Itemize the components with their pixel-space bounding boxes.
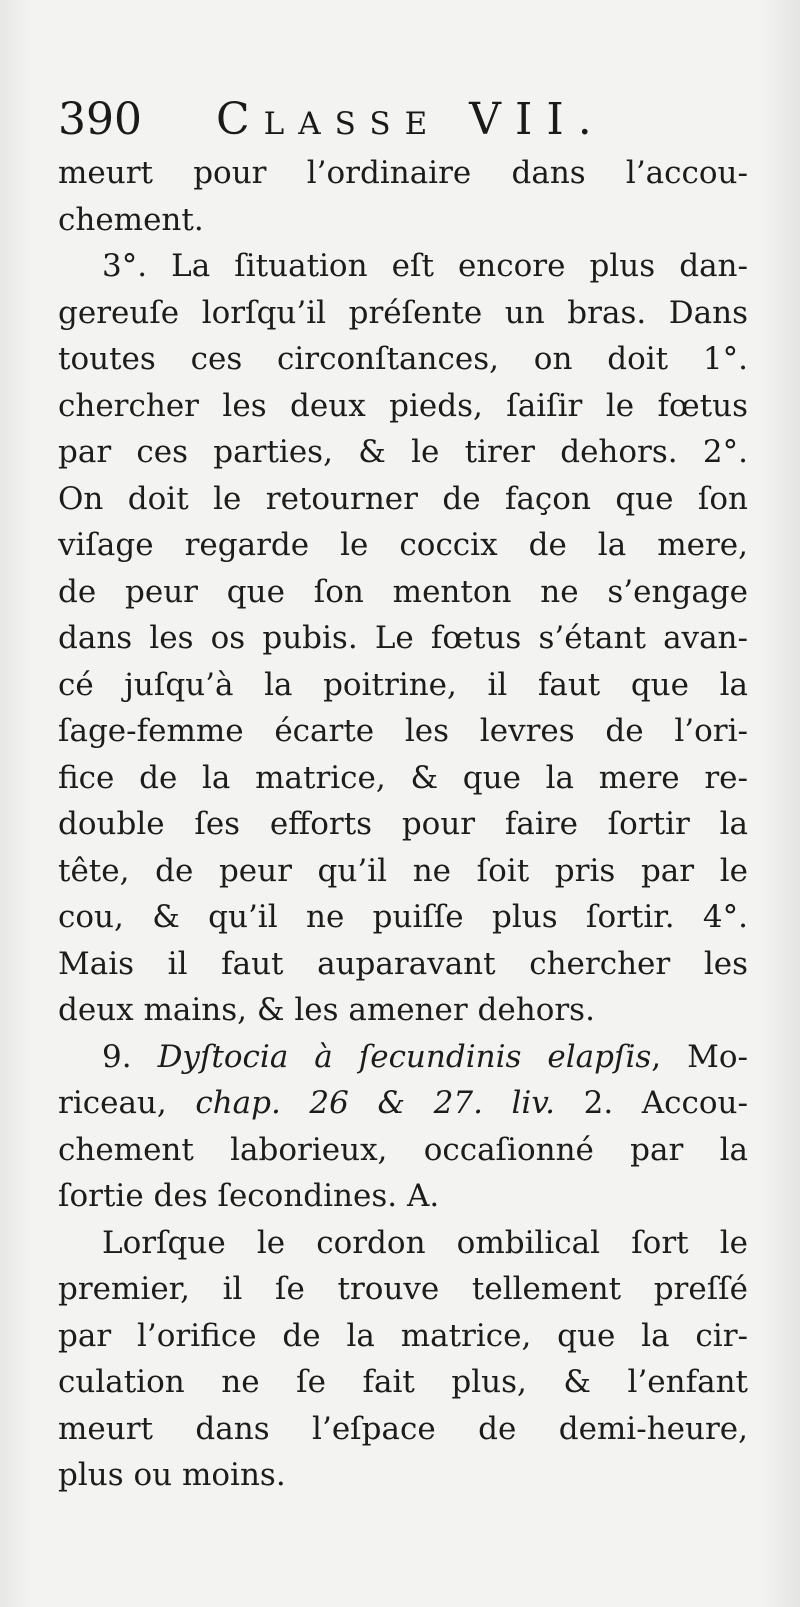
text-line: fice de la matrice, & que la mere re- [58,759,748,796]
text-line: meurt pour l’ordinaire dans l’accou- [58,155,748,191]
running-head: Classe VII. [216,94,606,145]
section-number: 9. [102,1038,132,1075]
citation-reference: chap. 26 & 27. liv. [195,1085,556,1121]
text-line: premier, il ſe trouve tellement preſſé [58,1271,748,1307]
text-line: par l’orifice de la matrice, que la cir- [58,1317,748,1354]
section-9-heading [58,1034,748,1081]
text-line: de peur que ſon menton ne s’engage [58,573,748,610]
text-line: Lorſque le cordon ombilical ſort le [102,1224,748,1261]
text-line: plus ou moins. [58,1457,286,1493]
latin-term: Dyſtocia à ſecundinis elapſis [157,1038,652,1075]
text-line: tête, de peur qu’il ne ſoit pris par le [58,852,748,889]
text-line: Mais il faut auparavant chercher les [58,945,748,982]
text-line: cé juſqu’à la poitrine, il faut que la [58,666,748,703]
text-line: par ces parties, & le tirer dehors. 2°. [58,434,748,470]
text-line: cou, & qu’il ne puiſſe plus ſortir. 4°. [58,899,748,935]
author-fragment: , Mo- [651,1038,748,1075]
text-line: chercher les deux pieds, ſaiſir le fœtus [58,387,748,424]
text-line: culation ne ſe fait plus, & l’enfant [58,1364,748,1400]
section-9-citation [58,1080,748,1127]
text-line: deux mains, & les amener dehors. [58,992,595,1028]
citation-fragment: 2. Accou- [555,1085,748,1121]
page-number: 390 [58,94,142,145]
text-line: 3°. La ſituation eſt encore plus dan- [102,248,748,284]
text-line: On doit le retourner de façon que ſon [58,480,748,517]
text-line: ſage-femme écarte les levres de l’ori- [58,713,748,749]
page-header [58,90,758,150]
text-line: toutes ces circonſtances, on doit 1°. [58,341,748,377]
author-fragment: riceau, [58,1085,196,1121]
text-line: viſage regarde le coccix de la mere, [58,527,748,563]
text-line: chement laborieux, occaſionné par la [58,1131,748,1168]
text-line: chement. [58,201,204,238]
body-text [58,150,748,1499]
text-line: gereuſe lorſqu’il préſente un bras. Dans [58,294,748,331]
text-line: ſortie des ſecondines. A. [58,1178,440,1214]
text-line: meurt dans l’eſpace de demi-heure, [58,1410,748,1447]
text-line: dans les os pubis. Le fœtus s’étant avan- [58,620,748,656]
text-line: double ſes efforts pour faire ſortir la [58,806,748,842]
